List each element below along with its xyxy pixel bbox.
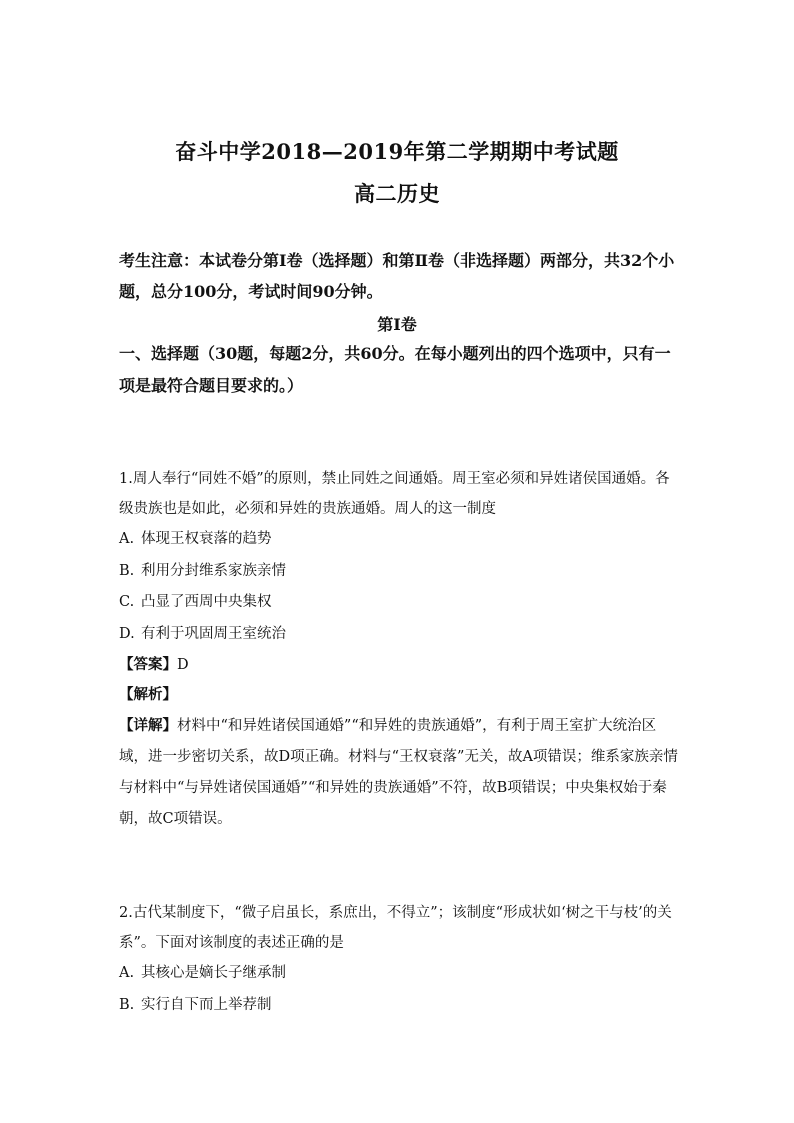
answer-value: D: [177, 657, 189, 673]
section-title: 一、选择题（30题，每题2分，共60分。在每小题列出的四个选项中，只有一项是最符合题目要求的。）: [119, 344, 671, 395]
option-b: [119, 556, 679, 588]
option-d: [119, 619, 679, 651]
option-text: 其核心是嫡长子继承制: [141, 965, 286, 981]
option-list: [119, 958, 679, 1021]
option-text: 凸显了西周中央集权: [141, 594, 272, 610]
option-text: 利用分封维系家族亲情: [141, 562, 286, 579]
question-stem: 2.古代某制度下，“微子启虽长，系庶出，不得立”；该制度“形成状如‘树之干与枝’的关系”。下面对该制度的表述正确的是: [119, 905, 672, 951]
exam-title: 奋斗中学2018—2019年第二学期期中考试题: [175, 139, 619, 164]
exam-subject: 高二历史: [354, 181, 440, 206]
option-list: [119, 524, 679, 650]
option-c: [119, 587, 679, 619]
option-b: [119, 990, 679, 1022]
volume-title: 第Ⅰ卷: [377, 315, 417, 334]
option-text: 体现王权衰落的趋势: [141, 531, 272, 547]
analysis-label: 【解析】: [119, 686, 177, 703]
detail-text: 材料中“和异姓诸侯国通婚”“和异姓的贵族通婚”，有利于周王室扩大统治区域，进一步密切关系，故D项正确。材料与“王权衰落”无关，故A项错误；维系家族亲情与材料中“与异姓诸侯国通婚”“和异姓的贵族通婚”不符，故B项错误；中央集权始于秦朝，故C项错误。: [119, 718, 678, 827]
analysis-line: [119, 680, 679, 710]
answer-label: 【答案】: [119, 656, 177, 673]
option-letter: C.: [119, 594, 135, 610]
detail-paragraph: [119, 710, 679, 835]
option-a: [119, 958, 679, 990]
option-letter: A.: [119, 965, 135, 981]
option-letter: D.: [119, 625, 135, 642]
option-letter: B.: [119, 562, 135, 579]
detail-label: 【详解】: [119, 717, 177, 734]
question-2: [119, 898, 679, 1021]
option-letter: A.: [119, 531, 135, 547]
answer-line: [119, 650, 679, 680]
exam-notice: 考生注意：本试卷分第Ⅰ卷（选择题）和第Ⅱ卷（非选择题）两部分，共32个小题，总分100分，考试时间90分钟。: [119, 251, 675, 301]
option-text: 有利于巩固周王室统治: [141, 625, 286, 642]
option-letter: B.: [119, 996, 135, 1013]
question-stem: 1.周人奉行“同姓不婚”的原则，禁止同姓之间通婚。周王室必须和异姓诸侯国通婚。各级贵族也是如此，必须和异姓的贵族通婚。周人的这一制度: [119, 471, 670, 517]
option-text: 实行自下而上举荐制: [141, 996, 272, 1013]
option-a: [119, 524, 679, 556]
question-1: [119, 464, 679, 835]
